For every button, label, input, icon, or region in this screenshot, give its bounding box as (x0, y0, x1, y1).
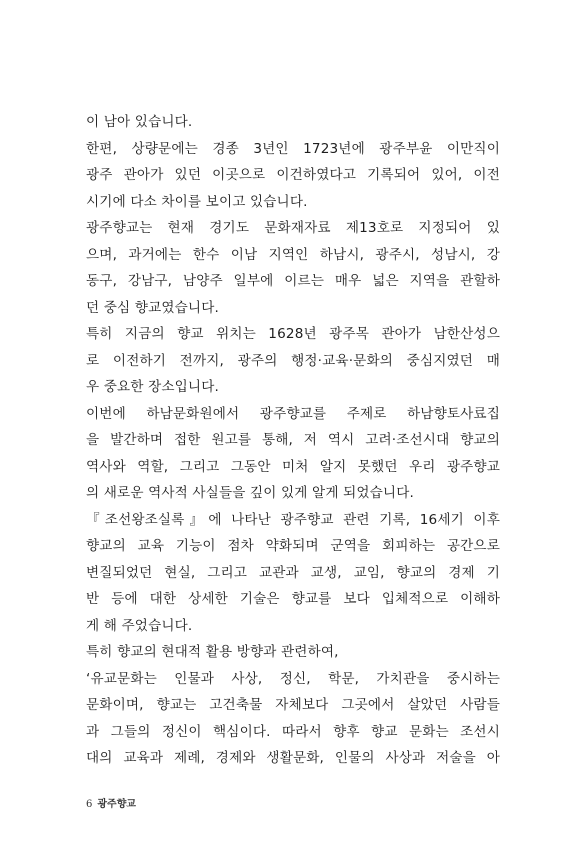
page-number: 6 (86, 799, 93, 810)
text-line: 던 중심 향교였습니다. (86, 299, 219, 316)
text-line: 향교의 교육 기능이 점차 약화되며 군역을 회피하는 공간으로 (86, 538, 500, 554)
text-line: 을 발간하며 접한 원고를 통해, 저 역시 고려·조선시대 향교의 (86, 432, 500, 448)
text-line: 대의 교육과 제례, 경제와 생활문화, 인물의 사상과 저술을 아 (86, 750, 500, 766)
running-title: 광주향교 (97, 799, 137, 810)
text-line: 의 새로운 역사적 사실들을 깊이 있게 알게 되었습니다. (86, 485, 414, 501)
text-line: 게 해 주었습니다. (86, 617, 193, 634)
text-line: 로 이전하기 전까지, 광주의 행정·교육·문화의 중심지였던 매 (86, 352, 500, 369)
text-line: 반 등에 대한 상세한 기술은 향교를 보다 입체적으로 이해하 (86, 591, 500, 607)
text-line: 특히 향교의 현대적 활용 방향과 관련하여, (86, 644, 339, 660)
text-line: 이번에 하남문화원에서 광주향교를 주제로 하남향토사료집 (86, 405, 500, 422)
text-line: 이 남아 있습니다. (86, 114, 193, 130)
text-line: 동구, 강남구, 남양주 일부에 이르는 매우 넓은 지역을 관할하 (86, 273, 500, 289)
text-line: 『조선왕조실록』에 나타난 광주향교 관련 기록, 16세기 이후 (86, 511, 500, 528)
text-line: 역사와 역할, 그리고 그동안 미처 알지 못했던 우리 광주향교 (86, 458, 500, 475)
body-text (86, 114, 500, 777)
text-line: ‘유교문화는 인물과 사상, 정신, 학문, 가치관을 중시하는 (86, 670, 500, 687)
text-line: 과 그들의 정신이 핵심이다. 따라서 향후 향교 문화는 조선시 (86, 723, 500, 740)
text-line: 문화이며, 향교는 고건축물 자체보다 그곳에서 살았던 사람들 (86, 697, 500, 713)
text-line: 특히 지금의 향교 위치는 1628년 광주목 관아가 남한산성으 (86, 326, 500, 342)
text-line: 광주향교는 현재 경기도 문화재자료 제13호로 지정되어 있 (86, 220, 500, 236)
text-line: 광주 관아가 있던 이곳으로 이건하였다고 기록되어 있어, 이전 (86, 167, 500, 183)
text-line: 한편, 상량문에는 경종 3년인 1723년에 광주부윤 이만직이 (86, 140, 500, 157)
text-line: 변질되었던 현실, 그리고 교관과 교생, 교임, 향교의 경제 기 (86, 564, 500, 581)
text-line: 우 중요한 장소입니다. (86, 379, 219, 395)
text-line: 시기에 다소 차이를 보이고 있습니다. (86, 193, 308, 210)
text-line: 으며, 과거에는 한수 이남 지역인 하남시, 광주시, 성남시, 강 (86, 246, 500, 263)
page-footer (86, 799, 136, 811)
